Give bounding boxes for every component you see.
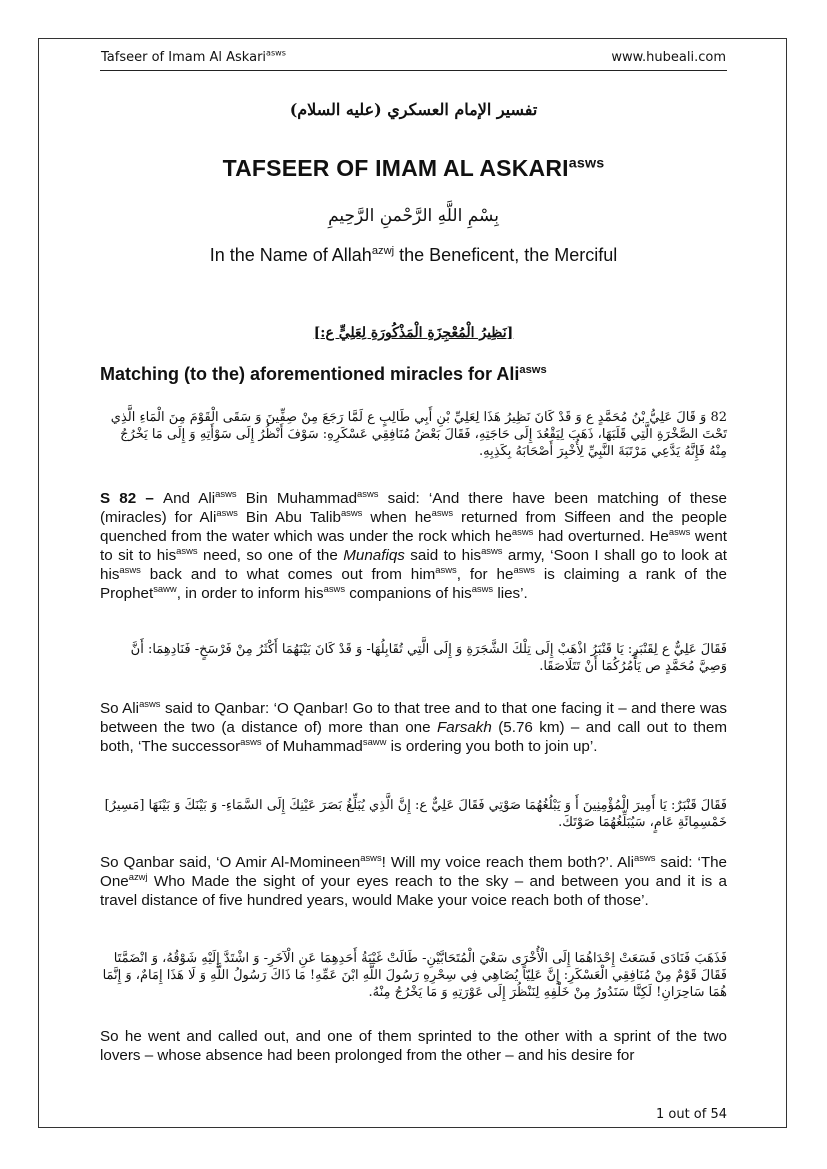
text-run: lies’. bbox=[493, 585, 528, 602]
honorific-superscript: asws bbox=[216, 506, 238, 518]
page-number: 1 out of 54 bbox=[655, 1107, 727, 1122]
english-paragraph-1 bbox=[100, 489, 727, 603]
text-run: is claiming a rank of the Prophet bbox=[100, 566, 728, 602]
honorific-superscript: asws bbox=[511, 525, 534, 537]
honorific-superscript: asws bbox=[119, 563, 141, 575]
english-paragraph-4 bbox=[100, 1027, 727, 1065]
text-run: army, ‘Soon I shall go to look at his bbox=[100, 547, 728, 583]
honorific-superscript: asws bbox=[435, 563, 457, 575]
text-run: Who Made the sight of your eyes reach to the sky – and between you and it is a travel distance of five hundred years, would Make your voice reach both of those’. bbox=[100, 873, 727, 909]
bismillah-english: In the Name of Allah$^{azwj}$ the Beneficent, the Merciful bbox=[209, 245, 618, 265]
honorific-superscript: asws bbox=[357, 487, 379, 499]
english-paragraph-3 bbox=[100, 853, 727, 910]
text-run: need, so one of the bbox=[197, 547, 344, 564]
text-run: is ordering you both to join up’. bbox=[386, 738, 598, 755]
arabic-paragraph-2: فَقَالَ عَلِيٌّ ع لِقَنْبَرٍ: يَا قَنْبَرُ اذْهَبْ إِلَى تِلْكَ الشَّجَرَةِ وَ إِلَى الَّتِي تُقَابِلُهَا- وَ قَدْ كَانَ بَيْنَهُمَا أَكْثَرُ مِنْ فَرْسَخٍ- فَنَادِهِمَا: أَنَّ وَصِيَّ مُحَمَّدٍ ص يَأْمُرُكُمَا أَنْ تَتَلَاصَقَا. bbox=[130, 642, 727, 674]
section-heading-arabic: [نَظِيرُ الْمُعْجِزَةِ الْمَذْكُورَةِ لِعَلِيٍّ ع:] bbox=[313, 325, 514, 341]
section-heading: Matching (to the) aforementioned miracles for Ali$^{asws}$ bbox=[100, 364, 547, 384]
honorific-superscript: asws bbox=[215, 487, 237, 499]
title-arabic: تفسير الإمام العسكري (عليه السلام) bbox=[289, 100, 538, 119]
honorific-superscript: asws bbox=[340, 506, 363, 518]
text-run: said: ‘And there have been matching of these (miracles) for Ali bbox=[100, 490, 727, 526]
running-header-url[interactable]: www.hubeali.com bbox=[611, 50, 726, 65]
text-run: So Ali bbox=[100, 700, 140, 717]
text-run: returned from Siffeen and the people quenched from the water which was under the rock which he bbox=[100, 509, 728, 545]
honorific-superscript: azwj bbox=[128, 870, 148, 882]
arabic-paragraph-4: فَذَهَبَ فَنَادَى فَسَعَتْ إِحْدَاهُمَا إِلَى الْأُخْرَى سَعْيَ الْمُتَحَابَّيْنِ- طَالَتْ غَيْبَةُ أَحَدِهِمَا عَنِ الْآخَرِ- وَ اشْتَدَّ إِلَيْهِ شَوْقُهُ، وَ انْضَمَّتَا فَقَالَ قَوْمٌ مِنْ مُنَافِقِي الْعَسْكَرِ: إِنَّ عَلِيّاً يُضَاهِي فِي سِحْرِهِ رَسُولَ اللَّهِ ابْنَ عَمِّهِ! مَا ذَاكَ رَسُولُ اللَّهِ وَ لَا هَذَا إِمَامٌ، وَ إِنَّمَا هُمَا سَاحِرَانِ! لَكِنَّا سَنَدُورُ مِنْ خَلْفِهِ لِنَنْظُرَ إِلَى عَوْرَتِهِ وَ مَا يَخْرُجُ مِنْهُ. bbox=[102, 951, 727, 1000]
running-header-title: Tafseer of Imam Al Askari$^{asws}$ bbox=[101, 48, 286, 65]
honorific-superscript: asws bbox=[431, 506, 454, 518]
text-run: said to his bbox=[404, 547, 482, 564]
honorific-superscript: saww bbox=[153, 582, 177, 594]
text-run: when he bbox=[362, 509, 432, 526]
italic-term: Munafiqs bbox=[343, 547, 405, 564]
text-run: , in order to inform his bbox=[176, 585, 324, 602]
page-title: TAFSEER OF IMAM AL $ASKARI^{asws}$ bbox=[222, 155, 605, 181]
bismillah-arabic: بِسْمِ اللَّهِ الرَّحْمنِ الرَّحِيمِ bbox=[328, 206, 499, 226]
honorific-superscript: asws bbox=[634, 851, 656, 863]
text-run: back and to what comes out from him bbox=[140, 566, 436, 583]
honorific-superscript: asws bbox=[139, 697, 161, 709]
honorific-superscript: asws bbox=[513, 563, 535, 575]
arabic-paragraph-3: فَقَالَ قَنْبَرٌ: يَا أَمِيرَ الْمُؤْمِنِينَ أَ وَ يَبْلُغُهُمَا صَوْتِي فَقَالَ عَلِيٌّ ع: إِنَّ الَّذِي يُبَلِّغُ بَصَرَ عَيْنِكَ إِلَى السَّمَاءِ- وَ بَيْنَكَ وَ بَيْنَهَا [مَسِيرُ] خَمْسِمِائَةِ عَامٍ، سَيُبَلِّغُهُمَا صَوْتَكَ. bbox=[104, 798, 727, 830]
arabic-paragraph-1: 82 وَ قَالَ عَلِيُّ بْنُ مُحَمَّدٍ ع وَ قَدْ كَانَ نَظِيرُ هَذَا لِعَلِيِّ بْنِ أَبِي طَالِبٍ ع لَمَّا رَجَعَ مِنْ صِفِّينَ وَ سَقَى الْقَوْمَ مِنَ الْمَاءِ الَّذِي تَحْتَ الصَّخْرَةِ الَّتِي قَلَبَهَا، ذَهَبَ لِيَقْعُدَ إِلَى حَاجَتِهِ، فَقَالَ بَعْضُ مُنَافِقِي عَسْكَرِهِ: سَوْفَ أَنْظُرُ إِلَى سَوْأَتِهِ وَ إِلَى مَا يَخْرُجُ مِنْهُ فَإِنَّهُ يَدَّعِي مَرْتَبَةَ النَّبِيِّ لِأُخْبِرَ أَصْحَابَهُ بِكَذِبِهِ. bbox=[110, 410, 727, 459]
text-run: said to Qanbar: ‘O Qanbar! Go to that tree and to that one facing it – and there was between the two (a distance of) more than one bbox=[100, 700, 727, 736]
header-rule bbox=[100, 70, 727, 71]
text-run: And Ali bbox=[162, 490, 216, 507]
text-run: , for he bbox=[456, 566, 514, 583]
text-run: Bin Muhammad bbox=[236, 490, 358, 507]
honorific-superscript: asws bbox=[240, 735, 262, 747]
honorific-superscript: asws bbox=[176, 544, 198, 556]
text-run: So he went and called out, and one of them sprinted to the other with a sprint of the two lovers – whose absence had been prolonged from the other – and his desire for bbox=[100, 1028, 727, 1064]
text-run: ! Will my voice reach them both?’. Ali bbox=[381, 854, 635, 871]
honorific-superscript: asws bbox=[471, 582, 494, 594]
honorific-superscript: asws bbox=[668, 525, 691, 537]
text-run: said: ‘The One bbox=[100, 854, 727, 890]
text-run: companions of his bbox=[345, 585, 472, 602]
honorific-superscript: asws bbox=[323, 582, 346, 594]
text-run: of Muhammad bbox=[261, 738, 363, 755]
honorific-superscript: asws bbox=[481, 544, 503, 556]
verse-label: S 82 – bbox=[100, 490, 163, 507]
text-run: went to sit to his bbox=[100, 528, 727, 564]
text-run: So Qanbar said, ‘O Amir Al-Momineen bbox=[100, 854, 361, 871]
text-run: Bin Abu Talib bbox=[237, 509, 341, 526]
italic-term: Farsakh bbox=[436, 719, 492, 736]
english-paragraph-2 bbox=[100, 699, 727, 756]
text-run: (5.76 km) – and call out to them both, ‘The successor bbox=[100, 719, 727, 755]
text-run: had overturned. He bbox=[533, 528, 669, 545]
honorific-superscript: saww bbox=[362, 735, 387, 747]
honorific-superscript: asws bbox=[360, 851, 382, 863]
